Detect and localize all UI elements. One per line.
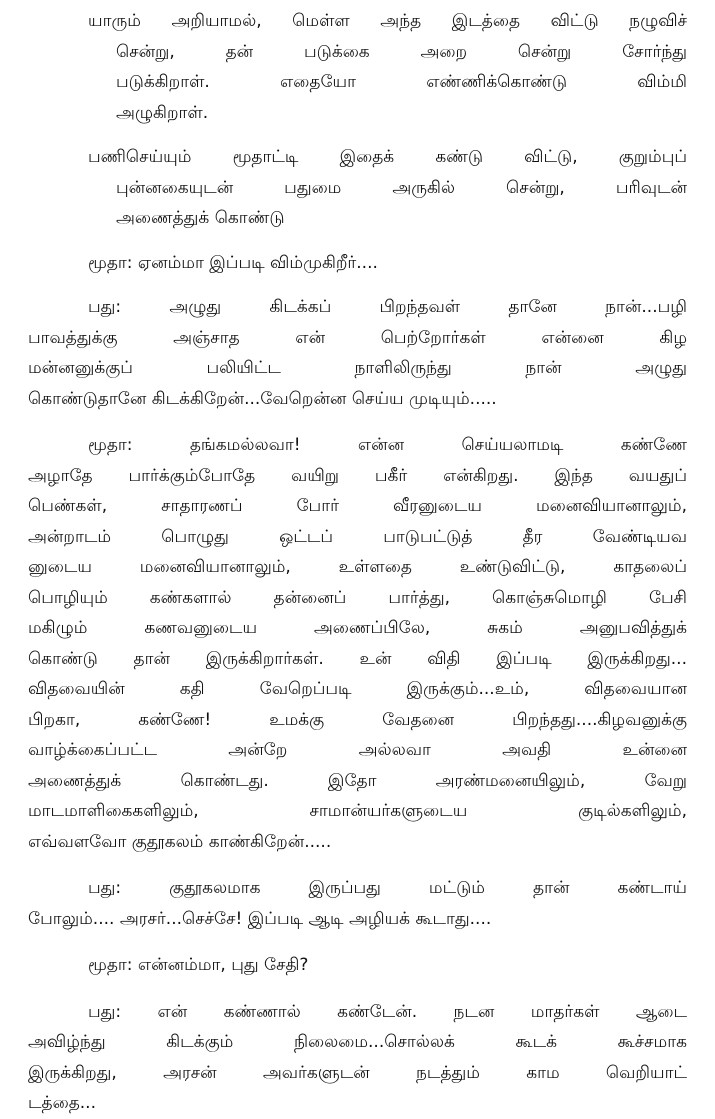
- paragraph-6: [28, 873, 687, 934]
- text-line: பொழியும் கண்களால் தன்னைப் பார்த்து, கொஞ்சுமொழி பேசி: [28, 587, 687, 608]
- paragraph-7: [88, 950, 687, 981]
- paragraph-3: [88, 248, 687, 279]
- text-line: விதவையின் கதி வேறெப்படி இருக்கும்...உம், விதவையான: [28, 679, 687, 699]
- text-line: பாவத்துக்கு அஞ்சாத என் பெற்றோர்கள் என்னை கிழ: [28, 327, 687, 348]
- text-line: கொண்டுதானே கிடக்கிறேன்...வேறென்ன செய்ய முடியும்.....: [28, 388, 497, 409]
- text-line: பது: அழுது கிடக்கப் பிறந்தவள் தானே நான்...பழி: [88, 297, 687, 317]
- text-line: யாரும் அறியாமல், மெள்ள அந்த இடத்தை விட்டு நழுவிச்: [88, 11, 687, 31]
- paragraph-1: [88, 6, 687, 128]
- text-line: அழுகிறாள்.: [116, 102, 209, 123]
- text-line: மூதா: என்னம்மா, புது சேதி?: [88, 955, 309, 975]
- text-line: பிறகா, கண்ணே! உமக்கு வேதனை பிறந்தது....கிழவனுக்கு: [28, 709, 687, 730]
- paragraph-4: [28, 292, 687, 414]
- text-line: அழாதே பார்க்கும்போதே வயிறு பகீர் என்கிறது. இந்த வயதுப்: [28, 465, 687, 486]
- text-line: அன்றாடம் பொழுது ஒட்டப் பாடுபட்டுத் தீர வேண்டியவ: [28, 526, 687, 547]
- text-line: சென்று, தன் படுக்கை அறை சென்று சோர்ந்து: [116, 41, 687, 62]
- text-line: அணைத்துக் கொண்டு: [116, 208, 285, 228]
- text-line: னுடைய மனைவியானாலும், உள்ளதை உண்டுவிட்டு, காதலைப்: [28, 557, 687, 577]
- text-line: போலும்.... அரசர்...செச்சே! இப்படி ஆடி அழியக் கூடாது....: [28, 908, 492, 929]
- text-line: அணைத்துக் கொண்டது. இதோ அரண்மனையிலும், வேறு: [28, 770, 687, 791]
- text-line: இருக்கிறது, அரசன் அவர்களுடன் நடத்தும் காம வெறியாட்: [28, 1062, 687, 1083]
- text-line: கொண்டு தான் இருக்கிறார்கள். உன் விதி இப்படி இருக்கிறது...: [28, 648, 687, 669]
- paragraph-5: [28, 430, 687, 857]
- text-line: பணிசெய்யும் மூதாட்டி இதைக் கண்டு விட்டு, குறும்புப்: [88, 147, 687, 167]
- text-line: அவிழ்ந்து கிடக்கும் நிலைமை...சொல்லக் கூடக் கூச்சமாக: [28, 1032, 687, 1052]
- text-line: மூதா: தங்கமல்லவா! என்ன செய்யலாமடி கண்ணே: [88, 435, 687, 455]
- text-line: மன்னனுக்குப் பலியிட்ட நாளிலிருந்து நான் அழுது: [28, 358, 687, 378]
- text-line: டத்தை...: [28, 1093, 96, 1113]
- text-line: வாழ்க்கைப்பட்ட அன்றே அல்லவா அவதி உன்னை: [28, 740, 687, 760]
- text-line: பது: குதூகலமாக இருப்பது மட்டும் தான் கண்டாய்: [88, 878, 687, 898]
- text-line: பெண்கள், சாதாரணப் போர் வீரனுடைய மனைவியானாலும்,: [28, 496, 687, 516]
- text-line: மகிழும் கணவனுடைய அணைப்பிலே, சுகம் அனுபவித்துக்: [28, 618, 687, 638]
- text-line: படுக்கிறாள். எதையோ எண்ணிக்கொண்டு விம்மி: [116, 72, 687, 92]
- text-line: பது: என் கண்ணால் கண்டேன். நடன மாதர்கள் ஆடை: [88, 1001, 687, 1022]
- paragraph-2: [88, 142, 687, 234]
- text-line: மாடமாளிகைகளிலும், சாமான்யர்களுடைய குடில்களிலும்,: [28, 801, 687, 821]
- text-line: எவ்வளவோ குதூகலம் காண்கிறேன்.....: [28, 831, 332, 852]
- text-line: மூதா: ஏனம்மா இப்படி விம்முகிறீர்....: [88, 252, 378, 273]
- text-line: புன்னகையுடன் பதுமை அருகில் சென்று, பரிவுடன்: [116, 177, 687, 198]
